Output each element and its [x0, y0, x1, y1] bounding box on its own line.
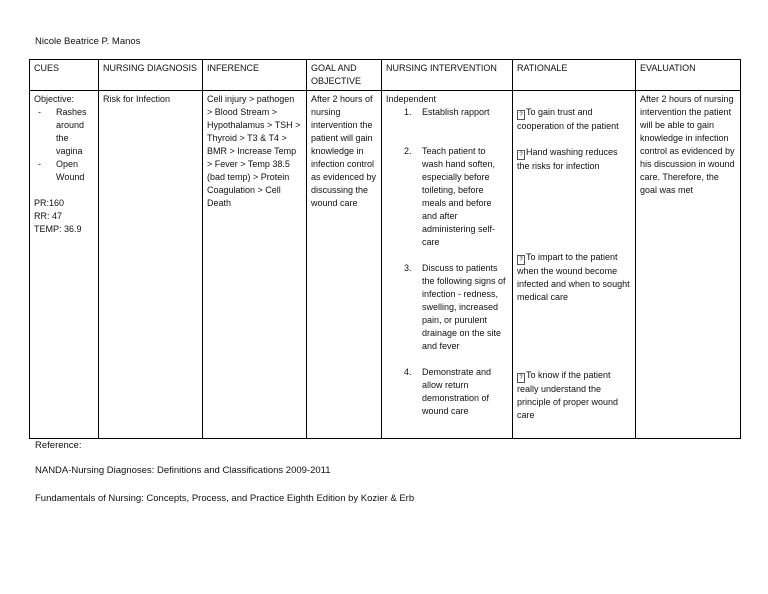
- objective-item: - Rashes around the vagina: [34, 106, 94, 158]
- vital-pr: PR:160: [34, 198, 65, 208]
- inference-cell: Cell injury > pathogen > Blood Stream > Hypothalamus > TSH > Thyroid > T3 & T4 > BMR > Increase Temp > Fever > Temp 38.5 (bad temp) > Protein Coagulation > Cell Death: [203, 91, 307, 439]
- intervention-list: [386, 106, 508, 418]
- vital-temp: TEMP: 36.9: [34, 224, 82, 234]
- goal-cell: After 2 hours of nursing intervention the patient will gain knowledge in infection control as evidenced by discussing the wound care: [307, 91, 382, 439]
- header-cues: CUES: [30, 60, 99, 91]
- intervention-number: 3.: [404, 263, 412, 273]
- vital-rr: RR: 47: [34, 211, 63, 221]
- header-goal-objective: GOAL AND OBJECTIVE: [307, 60, 382, 91]
- intervention-text: Establish rapport: [422, 107, 490, 117]
- objective-list: [34, 106, 94, 184]
- bullet-box-icon: ?: [517, 373, 525, 383]
- table-header-row: [30, 60, 741, 91]
- header-nursing-diagnosis: NURSING DIAGNOSIS: [99, 60, 203, 91]
- intervention-item: [386, 366, 508, 418]
- cues-cell: [30, 91, 99, 439]
- intervention-cell: [382, 91, 513, 439]
- intervention-number: 4.: [404, 367, 412, 377]
- intervention-number: 1.: [404, 107, 412, 117]
- header-evaluation: EVALUATION: [636, 60, 741, 91]
- objective-item: - Open Wound: [34, 158, 94, 184]
- rationale-item: ? To know if the patient really understand the principle of proper wound care: [517, 370, 619, 420]
- rationale-item: ? To gain trust and cooperation of the patient: [517, 107, 619, 131]
- rationale-cell: [513, 91, 636, 439]
- rationale-item: ? Hand washing reduces the risks for infection: [517, 147, 618, 171]
- bullet-box-icon: ?: [517, 255, 525, 265]
- header-nursing-intervention: NURSING INTERVENTION: [382, 60, 513, 91]
- nursing-care-plan-table: [29, 59, 741, 439]
- rationale-item: ? To impart to the patient when the wound become infected and when to sought medical care: [517, 252, 630, 302]
- reference-item: NANDA-Nursing Diagnoses: Definitions and Classifications 2009-2011: [35, 465, 331, 476]
- intervention-label: Independent: [386, 94, 437, 104]
- bullet-box-icon: ?: [517, 150, 525, 160]
- evaluation-cell: After 2 hours of nursing intervention the patient will be able to gain knowledge in infection control as evidenced by his discussion in wound care. Therefore, the goal was met: [636, 91, 741, 439]
- cues-label: Objective:: [34, 94, 75, 104]
- intervention-text: Discuss to patients the following signs of infection - redness, swelling, increased pain, or purulent drainage on the site and fever: [422, 263, 506, 351]
- reference-item: Fundamentals of Nursing: Concepts, Process, and Practice Eighth Edition by Kozier & Erb: [35, 493, 415, 504]
- author-name: Nicole Beatrice P. Manos: [35, 36, 141, 47]
- header-inference: INFERENCE: [203, 60, 307, 91]
- intervention-text: Demonstrate and allow return demonstration of wound care: [422, 367, 492, 416]
- intervention-item: [386, 106, 508, 119]
- intervention-item: [386, 262, 508, 353]
- intervention-item: [386, 145, 508, 249]
- table-row: [30, 91, 741, 439]
- diagnosis-cell: Risk for Infection: [99, 91, 203, 439]
- intervention-text: Teach patient to wash hand soften, especially before toileting, before meals and before and after administering self-care: [422, 146, 496, 247]
- vital-signs: [34, 197, 94, 236]
- header-rationale: RATIONALE: [513, 60, 636, 91]
- bullet-box-icon: ?: [517, 110, 525, 120]
- intervention-number: 2.: [404, 146, 412, 156]
- reference-label: Reference:: [35, 440, 82, 451]
